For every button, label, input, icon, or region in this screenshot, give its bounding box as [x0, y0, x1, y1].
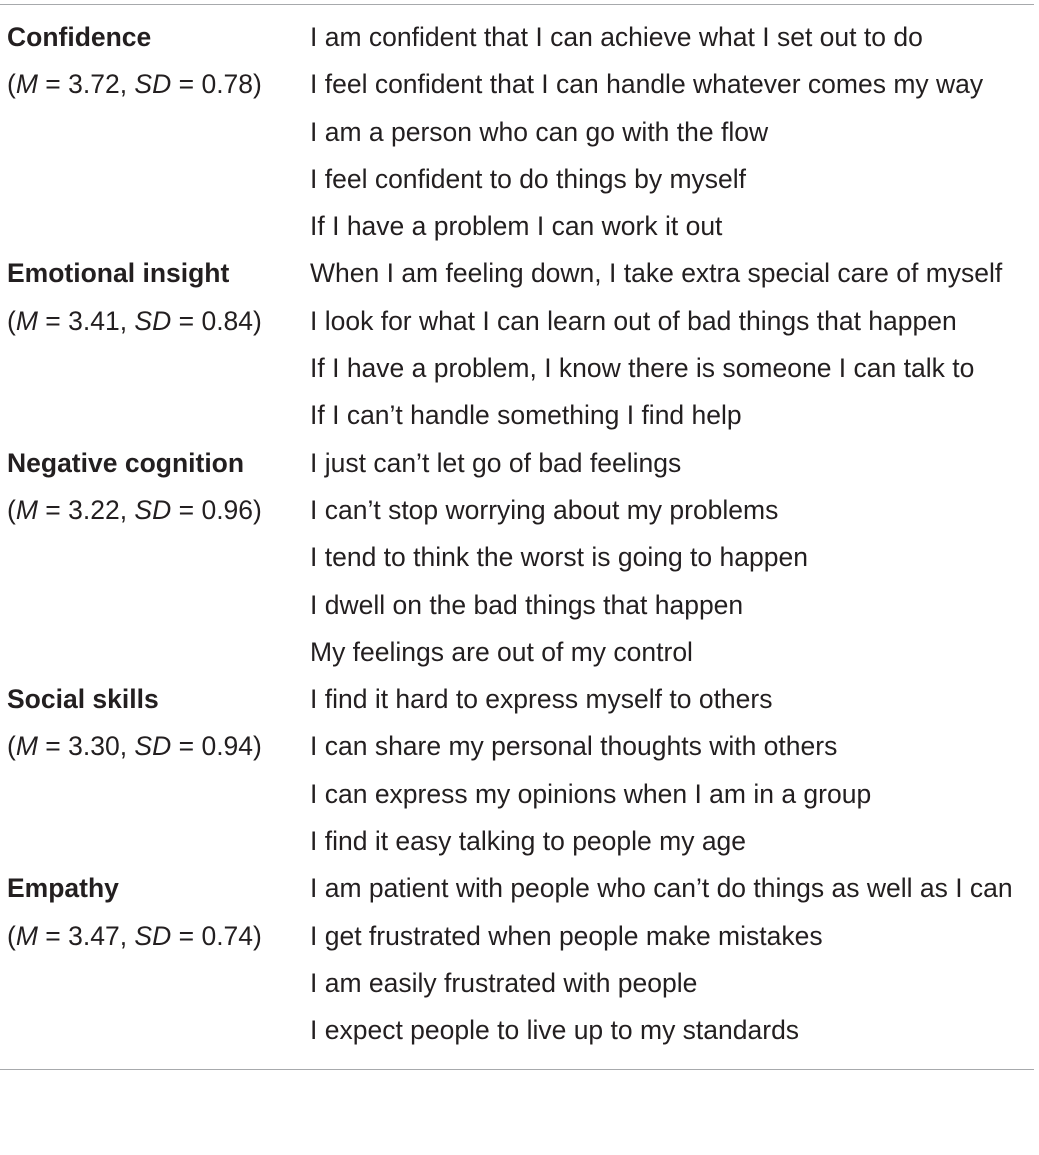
item-text: If I have a problem, I know there is someone I can talk to — [310, 353, 975, 384]
table-row — [0, 207, 1034, 254]
item-text: I expect people to live up to my standards — [310, 1015, 800, 1046]
item-text: I look for what I can learn out of bad things that happen — [310, 305, 957, 336]
factor-sd: 0.96 — [201, 494, 254, 525]
factor-name: Empathy — [7, 873, 119, 904]
item-text: I tend to think the worst is going to happen — [310, 542, 808, 573]
table-row — [0, 964, 1034, 1011]
item-text: I am confident that I can achieve what I set out to do — [310, 22, 923, 52]
item-text: I dwell on the bad things that happen — [310, 589, 744, 620]
table-row — [0, 444, 1034, 491]
item-text: If I can’t handle something I find help — [310, 400, 742, 431]
item-text: When I am feeling down, I take extra special care of myself — [310, 258, 1003, 289]
factor-stats: (M = 3.47, SD = 0.74) — [7, 920, 262, 951]
factor-mean: 3.47 — [68, 920, 120, 951]
table-row — [0, 869, 1034, 916]
item-text: I am a person who can go with the flow — [310, 116, 769, 147]
factor-mean: 3.22 — [68, 494, 120, 525]
table-row — [0, 302, 1034, 349]
table-row — [0, 775, 1034, 822]
item-text: I get frustrated when people make mistakes — [310, 920, 823, 951]
table-row — [0, 160, 1034, 207]
item-text: If I have a problem I can work it out — [310, 211, 723, 242]
table-row — [0, 396, 1034, 443]
table-row — [0, 254, 1034, 301]
table-row — [0, 491, 1034, 538]
item-text: I find it easy talking to people my age — [310, 826, 747, 857]
factor-name: Emotional insight — [7, 258, 230, 289]
item-text: I can express my opinions when I am in a group — [310, 778, 872, 809]
item-text: My feelings are out of my control — [310, 636, 693, 667]
table-row — [0, 680, 1034, 727]
factor-mean: 3.41 — [68, 305, 120, 336]
item-text: I can’t stop worrying about my problems — [310, 494, 779, 525]
factor-stats: (M = 3.72, SD = 0.78) — [7, 69, 262, 100]
table-row — [0, 822, 1034, 869]
table-row — [0, 18, 1034, 65]
factor-mean: 3.72 — [68, 69, 120, 100]
table-row — [0, 1011, 1034, 1058]
table-row — [0, 727, 1034, 774]
item-text: I find it hard to express myself to others — [310, 684, 773, 715]
factor-sd: 0.94 — [201, 731, 254, 762]
factor-stats: (M = 3.30, SD = 0.94) — [7, 731, 262, 762]
table-row — [0, 65, 1034, 112]
factor-stats: (M = 3.22, SD = 0.96) — [7, 494, 262, 525]
item-text: I feel confident that I can handle whatever comes my way — [310, 69, 984, 100]
table-row — [0, 538, 1034, 585]
factor-name: Negative cognition — [7, 447, 245, 478]
factor-sd: 0.78 — [201, 69, 254, 100]
item-text: I can share my personal thoughts with others — [310, 731, 838, 762]
table-row — [0, 113, 1034, 160]
factor-sd: 0.74 — [201, 920, 254, 951]
table-row — [0, 586, 1034, 633]
factor-stats: (M = 3.41, SD = 0.84) — [7, 305, 262, 336]
factor-name: Social skills — [7, 684, 159, 715]
item-text: I feel confident to do things by myself — [310, 163, 747, 194]
factor-name: Confidence — [7, 22, 152, 52]
factor-sd: 0.84 — [201, 305, 254, 336]
table-row — [0, 349, 1034, 396]
item-text: I just can’t let go of bad feelings — [310, 447, 682, 478]
resilience-factor-table — [0, 4, 1034, 1070]
factor-mean: 3.30 — [68, 731, 120, 762]
item-text: I am patient with people who can’t do things as well as I can — [310, 873, 1013, 904]
item-text: I am easily frustrated with people — [310, 967, 698, 998]
table-row — [0, 633, 1034, 680]
table-row — [0, 917, 1034, 964]
